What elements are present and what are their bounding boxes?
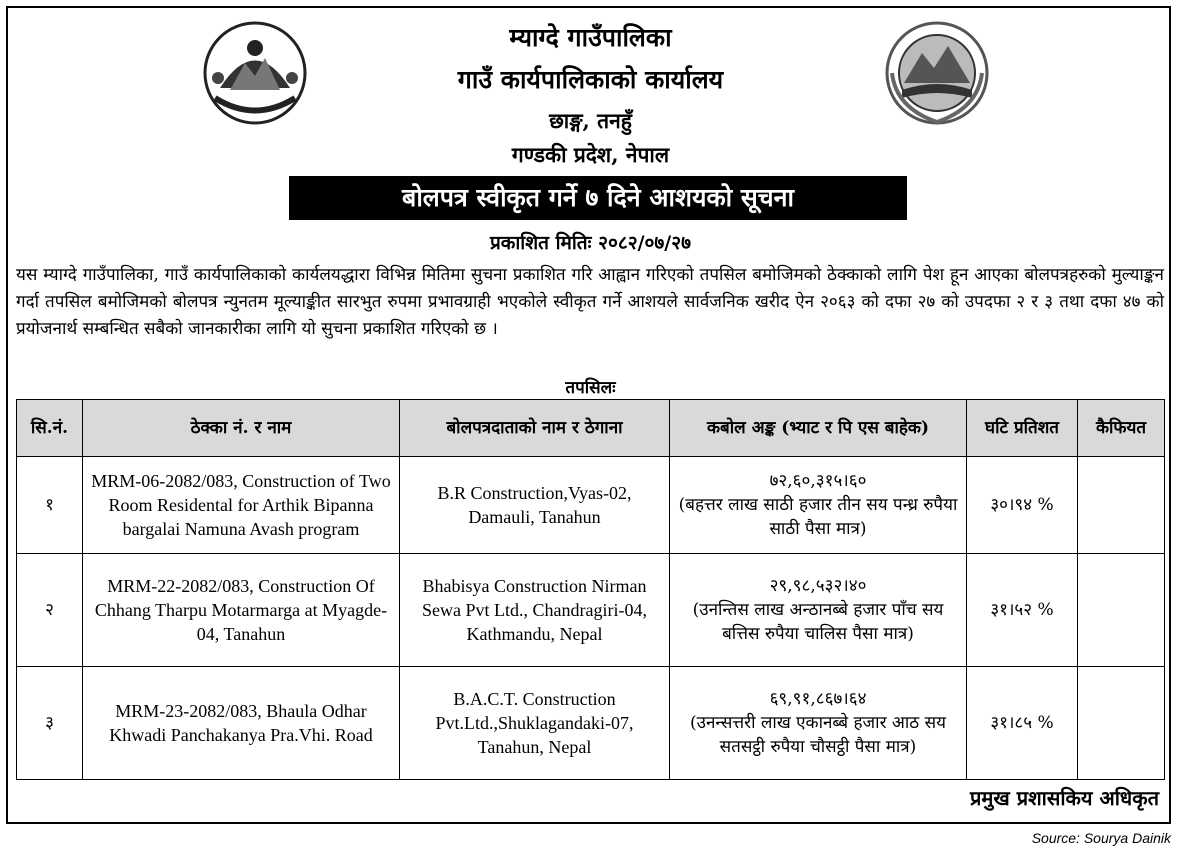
office-province: गण्डकी प्रदेश, नेपाल <box>511 142 670 167</box>
cell-contract: MRM-06-2082/083, Construction of Two Room Residental for Arthik Bipanna bargalai Namuna Avash program <box>83 457 400 554</box>
amount-figure: ६९,९१,८६७।६४ <box>769 689 867 709</box>
cell-remarks <box>1078 457 1165 554</box>
amount-words: (बहत्तर लाख साठी हजार तीन सय पन्ध्र रुपैया साठी पैसा मात्र) <box>678 495 958 539</box>
col-header-percent: घटि प्रतिशत <box>967 400 1078 457</box>
notice-body: यस म्याग्दे गाउँपालिका, गाउँ कार्यपालिकाको कार्यलयद्धारा विभिन्न मितिमा सुचना प्रकाशित गरि आह्वान गरिएको तपसिल बमोजिमको ठेक्काको लागि पेश हून आएका बोलपत्रहरुको मुल्याङ्कन गर्दा तपसिल बमोजिमको बोलपत्र न्युनतम मूल्याङ्कीत सारभुत रुपमा प्रभावग्राही भएकोले स्वीकृत गर्ने आशयले सार्वजनिक खरीद ऐन २०६३ को दफा २७ को उपदफा २ र ३ तथा दफा ४७ को प्रयोजनार्थ सम्बन्धित सबैको जानकारीका लागि यो सुचना प्रकाशित गरिएको छ । <box>16 265 1164 339</box>
source-credit: Source: Sourya Dainik <box>1031 830 1171 846</box>
table-row <box>17 457 1165 554</box>
cell-percent: ३०।९४ % <box>967 457 1078 554</box>
cell-sn: ३ <box>17 667 83 780</box>
cell-contract: MRM-23-2082/083, Bhaula Odhar Khwadi Panchakanya Pra.Vhi. Road <box>83 667 400 780</box>
amount-words: (उनन्तिस लाख अन्ठानब्बे हजार पाँच सय बत्तिस रुपैया चालिस पैसा मात्र) <box>692 600 944 644</box>
col-header-contract: ठेक्का नं. र नाम <box>83 400 400 457</box>
office-title: म्याग्दे गाउँपालिका <box>509 23 672 52</box>
table-row <box>17 554 1165 667</box>
amount-figure: ७२,६०,३१५।६० <box>769 471 867 491</box>
table-row <box>17 667 1165 780</box>
cell-bidder: Bhabisya Construction Nirman Sewa Pvt Ltd., Chandragiri-04, Kathmandu, Nepal <box>400 554 670 667</box>
cell-amount <box>670 667 967 780</box>
cell-sn: २ <box>17 554 83 667</box>
cell-bidder: B.A.C.T. Construction Pvt.Ltd.,Shuklagandaki-07, Tanahun, Nepal <box>400 667 670 780</box>
schedule-heading: तपसिलः <box>565 378 616 398</box>
notice-banner: बोलपत्र स्वीकृत गर्ने ७ दिने आशयको सूचना <box>289 176 907 220</box>
cell-percent: ३१।८५ % <box>967 667 1078 780</box>
office-subtitle: गाउँ कार्यपालिकाको कार्यालय <box>457 65 724 94</box>
col-header-amount: कबोल अङ्क (भ्याट र पि एस बाहेक) <box>670 400 967 457</box>
cell-amount <box>670 457 967 554</box>
amount-words: (उनन्सत्तरी लाख एकानब्बे हजार आठ सय सतसट्ठी रुपैया चौसट्ठी पैसा मात्र) <box>690 713 946 757</box>
col-header-remarks: कैफियत <box>1078 400 1165 457</box>
published-date: प्रकाशित मितिः २०८२/०७/२७ <box>489 232 692 254</box>
cell-remarks <box>1078 554 1165 667</box>
cell-remarks <box>1078 667 1165 780</box>
cell-bidder: B.R Construction,Vyas-02, Damauli, Tanahun <box>400 457 670 554</box>
cell-percent: ३१।५२ % <box>967 554 1078 667</box>
cell-sn: १ <box>17 457 83 554</box>
col-header-sn: सि.नं. <box>17 400 83 457</box>
office-location: छाङ्ग, तनहुँ <box>549 108 632 133</box>
amount-figure: २९,९८,५३२।४० <box>769 576 867 596</box>
bid-table <box>16 399 1165 780</box>
cell-contract: MRM-22-2082/083, Construction Of Chhang Tharpu Motarmarga at Myagde-04, Tanahun <box>83 554 400 667</box>
col-header-bidder: बोलपत्रदाताको नाम र ठेगाना <box>400 400 670 457</box>
table-header-row <box>17 400 1165 457</box>
signatory-title: प्रमुख प्रशासकिय अधिकृत <box>970 786 1159 810</box>
cell-amount <box>670 554 967 667</box>
